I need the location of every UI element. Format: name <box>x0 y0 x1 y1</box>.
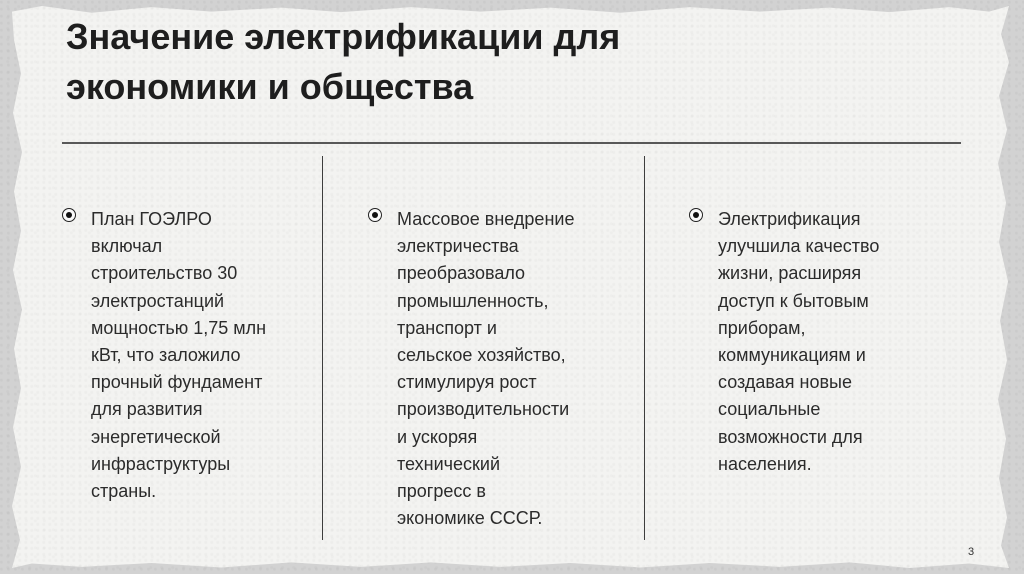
bullet-icon <box>62 208 76 222</box>
column-divider-2 <box>644 156 645 540</box>
title-underline <box>62 142 961 144</box>
slide-title: Значение электрификации для экономики и общества <box>66 16 621 107</box>
column-3-text: Электрификация улучшила качество жизни, расширяя доступ к бытовым приборам, коммуникациям и создавая новые социальные возможности для населения. <box>718 209 880 474</box>
bullet-icon <box>368 208 382 222</box>
bullet-icon <box>689 208 703 222</box>
page-number: 3 <box>968 546 975 558</box>
column-1-text: План ГОЭЛРО включал строительство 30 электростанций мощностью 1,75 млн кВт, что заложило прочный фундамент для развития энергетической инфраструктуры страны. <box>91 209 267 502</box>
column-2-text: Массовое внедрение электричества преобразовало промышленность, транспорт и сельское хозяйство, стимулируя рост производительности и ускоряя технический прогресс в экономике СССР. <box>397 209 575 529</box>
column-divider-1 <box>322 156 323 540</box>
